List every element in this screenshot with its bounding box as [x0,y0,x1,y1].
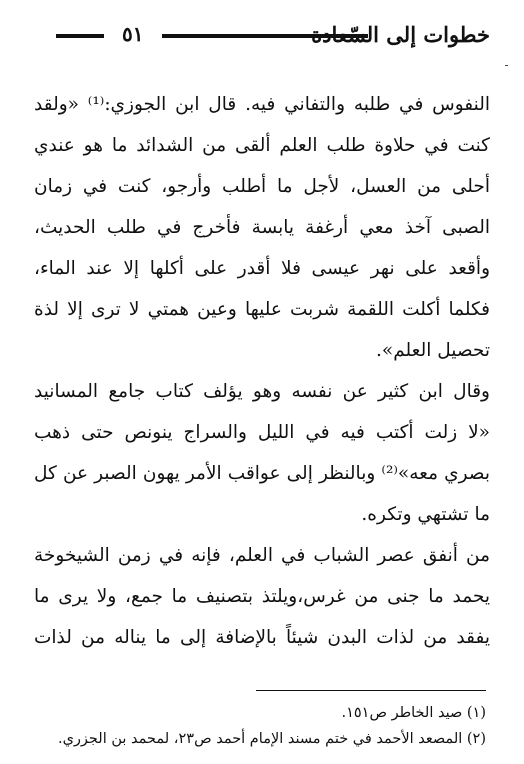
footnotes [40,700,486,752]
header-rule-left [56,34,104,38]
page-number: ٥١ [122,22,144,46]
text-line: كنت في حلاوة طلب العلم ألقى من الشدائد ما هو عندي [34,135,490,156]
text-line: فكلما أكلت اللقمة شربت عليها وعين همتي لا ترى إلا لذة [34,299,490,320]
text-line: وقال ابن كثير عن نفسه وهو يؤلف كتاب جامع المسانيد [34,381,490,402]
running-header [28,14,508,69]
footnote: (٢) المصعد الأحمد في ختم مسند الإمام أحمد ص٢٣، لمحمد بن الجزري. [57,731,486,747]
text-line: بصري معه»⁽²⁾ وبالنظر إلى عواقب الأمر يهون الصبر عن كل [34,463,490,484]
text-line: وأقعد على نهر عيسى فلا أقدر على أكلها إلا عند الماء، [34,258,490,279]
text-line: تحصيل العلم». [376,340,490,361]
footnote-divider [256,690,486,691]
running-header-title: خطوات إلى السّعادة [311,22,490,47]
main-text [34,84,490,658]
text-line: يحمد ما جنى من غرس،ويلتذ بتصنيف ما جمع، ولا يرى ما [34,586,490,607]
text-line: يفقد من لذات البدن شيئاً بالإضافة إلى ما يناله من لذات [34,627,490,648]
text-line: «لا زلت أكتب فيه في الليل والسراج ينونص حتى ذهب [34,422,490,443]
text-line: من أنفق عصر الشباب في العلم، فإنه في زمن الشيخوخة [34,545,490,566]
text-line: النفوس في طلبه والتفاني فيه. قال ابن الجوزي:⁽¹⁾ «ولقد [34,94,490,115]
text-line: ما تشتهي وتكره. [361,504,490,525]
text-line: أحلى من العسل، لأجل ما أطلب وأرجو، كنت في زمان [34,176,490,197]
header-rule-right [162,34,368,38]
text-line: الصبى آخذ معي أرغفة يابسة فأخرج في طلب الحديث، [34,217,490,238]
header-marker: ـ [505,58,508,69]
footnote: (١) صيد الخاطر ص١٥١. [341,705,486,721]
